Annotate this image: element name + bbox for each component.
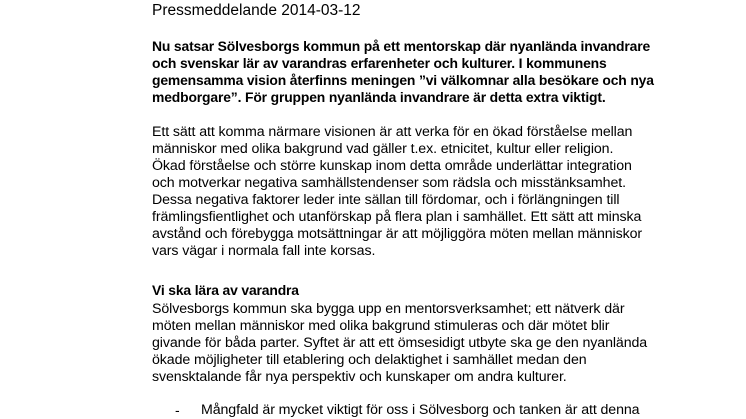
bullet-marker: - [175,402,180,418]
paragraph1-line-7: avstånd och förebygga motsättningar är att möjliggöra möten mellan människor [152,226,643,242]
paragraph2-line-1: Sölvesborgs kommun ska bygga upp en mentorsverksamhet; ett nätverk där [152,301,625,317]
paragraph1-line-1: Ett sätt att komma närmare visionen är att verka för en ökad förståelse mellan [152,124,633,140]
press-release-date: Pressmeddelande 2014-03-12 [152,2,361,19]
paragraph1-line-5: Dessa negativa faktorer leder inte sällan till fördomar, och i förlängningen till [152,192,620,208]
paragraph1-line-3: Ökad förståelse och större kunskap inom detta område underlättar integration [152,158,632,174]
paragraph1-line-6: främlingsfientlighet och utanförskap på flera plan i samhället. Ett sätt att minska [152,209,642,225]
paragraph1-line-2: människor med olika bakgrund vad gäller t.ex. etnicitet, kultur eller religion. [152,141,614,157]
paragraph2-line-4: ökade möjligheter till etablering och delaktighet i samhället medan den [152,352,587,368]
paragraph1-line-4: och motverkar negativa samhällstendenser som rädsla och misstänksamhet. [152,175,626,191]
lead-line-2: och svenskar lär av varandras erfarenheter och kulturer. I kommunens [152,55,607,71]
lead-line-3: gemensamma vision återfinns meningen ”vi välkomnar alla besökare och nya [152,72,654,88]
lead-line-4: medborgare”. För gruppen nyanlända invandrare är detta extra viktigt. [152,89,606,105]
paragraph2-line-5: svensktalande får nya perspektiv och kunskaper om andra kulturer. [152,369,567,385]
lead-line-1: Nu satsar Sölvesborgs kommun på ett mentorskap där nyanlända invandrare [152,38,651,54]
paragraph2-line-2: möten mellan människor med olika bakgrund stimuleras och där mötet blir [152,318,610,334]
paragraph1-line-8: vars vägar i normala fall inte korsas. [152,243,376,259]
section-subheading: Vi ska lära av varandra [152,282,299,298]
paragraph2-line-3: givande för båda parter. Syftet är att ett ömsesidigt utbyte ska ge den nyanlända [152,335,648,351]
bullet-item-text: Mångfald är mycket viktigt för oss i Sölvesborg och tanken är att denna [201,402,640,418]
